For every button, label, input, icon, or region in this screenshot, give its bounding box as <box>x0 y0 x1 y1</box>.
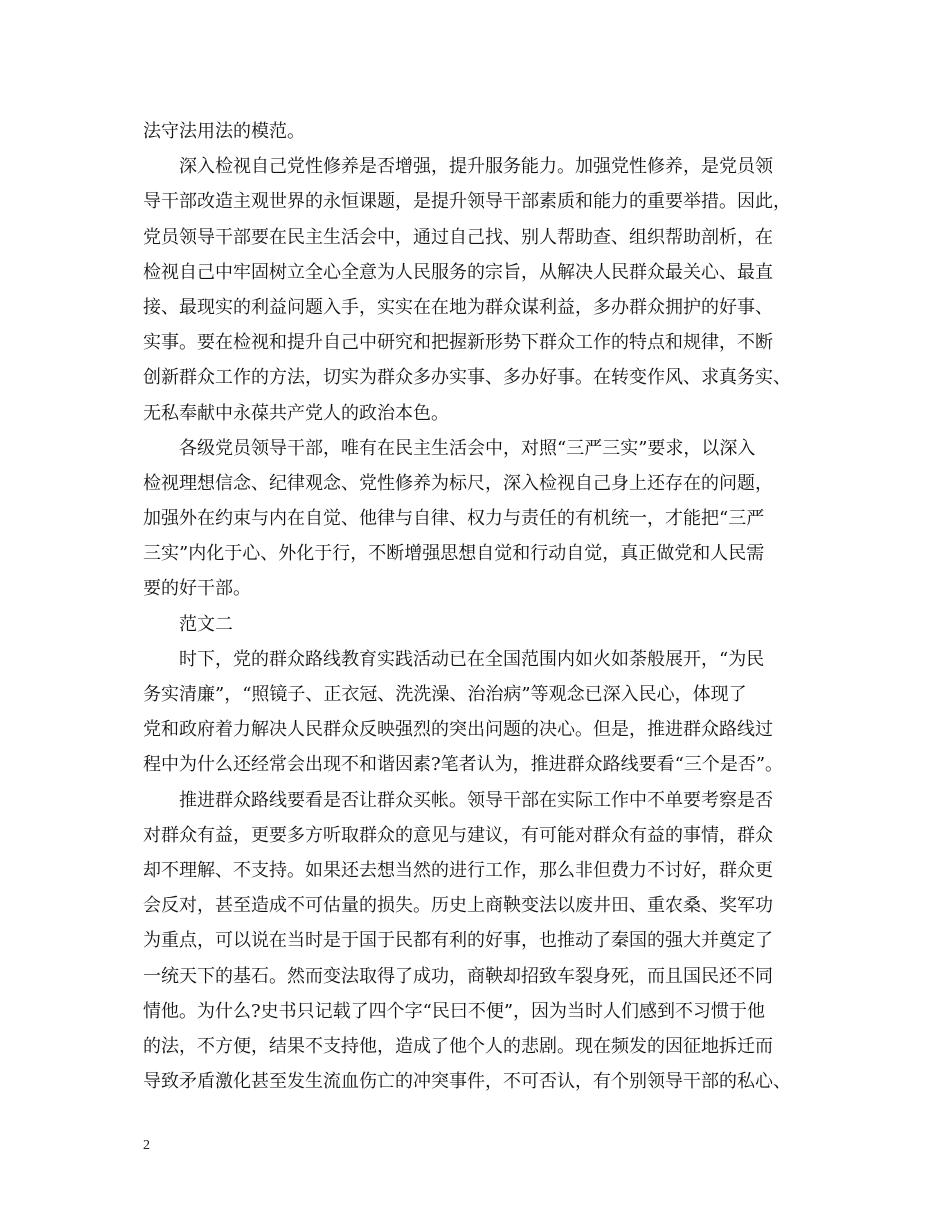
section-heading: 范文二 <box>179 613 233 635</box>
text-line: 程中为什么还经常会出现不和谐因素?笔者认为，推进群众路线要看“三个是否”。 <box>143 754 784 776</box>
text-line: 情他。为什么?史书只记载了四个字“民曰不便”，因为当时人们感到不习惯于他 <box>143 1000 766 1022</box>
text-line: 为重点，可以说在当时是于国于民都有利的好事，也推动了秦国的强大并奠定了 <box>143 930 773 952</box>
text-line: 要的好干部。 <box>143 578 251 600</box>
paragraph-start-line: 时下，党的群众路线教育实践活动已在全国范围内如火如荼般展开，“为民 <box>179 648 765 670</box>
text-line: 无私奉献中永葆共产党人的政治本色。 <box>143 402 449 424</box>
text-line: 法守法用法的模范。 <box>143 121 305 142</box>
text-line: 导致矛盾激化甚至发生流血伤亡的冲突事件，不可否认，有个别领导干部的私心、 <box>143 1071 791 1093</box>
text-line: 的法，不方便，结果不支持他，造成了他个人的悲剧。现在频发的因征地拆迁而 <box>143 1035 773 1057</box>
text-line: 导干部改造主观世界的永恒课题，是提升领导干部素质和能力的重要举措。因此， <box>143 191 791 213</box>
text-line: 却不理解、不支持。如果还去想当然的进行工作，那么非但费力不讨好，群众更 <box>143 859 773 881</box>
text-line: 检视自己中牢固树立全心全意为人民服务的宗旨，从解决人民群众最关心、最直 <box>143 261 773 283</box>
text-line: 实事。要在检视和提升自己中研究和把握新形势下群众工作的特点和规律，不断 <box>143 332 773 354</box>
text-line: 接、最现实的利益问题入手，实实在在地为群众谋利益，多办群众拥护的好事、 <box>143 296 773 318</box>
paragraph-start-line: 深入检视自己党性修养是否增强，提升服务能力。加强党性修养，是党员领 <box>179 156 773 178</box>
text-line: 三实”内化于心、外化于行，不断增强思想自觉和行动自觉，真正做党和人民需 <box>143 543 765 565</box>
text-line: 加强外在约束与内在自觉、他律与自律、权力与责任的有机统一，才能把“三严 <box>143 508 765 530</box>
paragraph-start-line: 各级党员领导干部，唯有在民主生活会中，对照“三严三实”要求，以深入 <box>179 437 756 459</box>
page-number: 2 <box>143 1138 150 1153</box>
text-line: 党员领导干部要在民主生活会中，通过自己找、别人帮助查、组织帮助剖析，在 <box>143 226 773 248</box>
text-line: 对群众有益，更要多方听取群众的意见与建议，有可能对群众有益的事情，群众 <box>143 824 773 846</box>
text-line: 会反对，甚至造成不可估量的损失。历史上商鞅变法以废井田、重农桑、奖军功 <box>143 895 773 917</box>
text-line: 党和政府着力解决人民群众反映强烈的突出问题的决心。但是，推进群众路线过 <box>143 719 773 741</box>
text-line: 务实清廉”，“照镜子、正衣冠、洗洗澡、治治病”等观念已深入民心，体现了 <box>143 684 747 705</box>
text-line: 一统天下的基石。然而变法取得了成功，商鞅却招致车裂身死，而且国民还不同 <box>143 965 773 987</box>
paragraph-start-line: 推进群众路线要看是否让群众买帐。领导干部在实际工作中不单要考察是否 <box>179 789 773 811</box>
text-line: 创新群众工作的方法，切实为群众多办实事、多办好事。在转变作风、求真务实、 <box>143 367 791 389</box>
body-text <box>143 114 815 1099</box>
text-line: 检视理想信念、纪律观念、党性修养为标尺，深入检视自己身上还存在的问题， <box>143 472 773 494</box>
